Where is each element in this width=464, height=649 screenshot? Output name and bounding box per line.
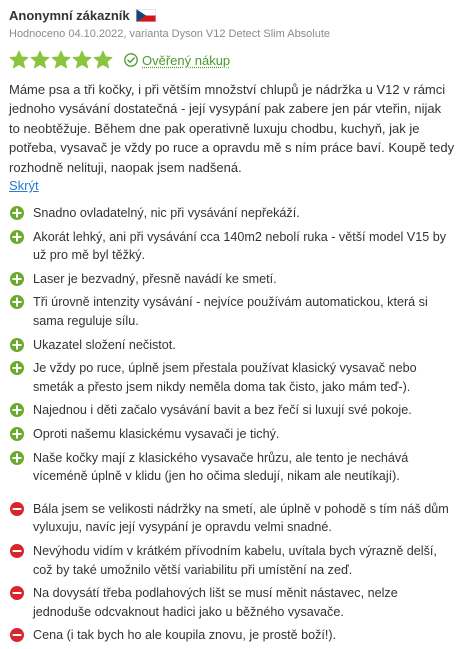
plus-icon: [10, 361, 24, 375]
star-icon: [9, 50, 29, 70]
minus-icon: [10, 586, 24, 600]
pro-item: [9, 449, 455, 486]
verified-purchase-badge: [124, 53, 230, 68]
con-item-text: Nevýhodu vidím v krátkém přívodním kabelu, uvítala bych výrazně delší, což by také umožnilo větší variabilitu při umístění na zeď.: [33, 543, 437, 577]
plus-icon: [10, 403, 24, 417]
plus-icon: [10, 427, 24, 441]
con-item: [9, 542, 455, 579]
con-item: [9, 584, 455, 621]
minus-icon: [10, 628, 24, 642]
con-item-text: Cena (i tak bych ho ale koupila znovu, je prostě boží!).: [33, 628, 337, 643]
rating-row: [9, 47, 455, 73]
star-icon: [30, 50, 50, 70]
pro-item-text: Laser je bezvadný, přesně navádí ke smetí.: [33, 271, 277, 286]
star-icon: [72, 50, 92, 70]
pro-item-text: Akorát lehký, ani při vysávání cca 140m2 nebolí ruka - větší model V15 by už pro mě byl těžký.: [33, 229, 446, 263]
pros-list: [9, 204, 455, 486]
review-header: [9, 6, 455, 24]
pro-item: [9, 204, 455, 223]
plus-icon: [10, 295, 24, 309]
cons-list: [9, 500, 455, 645]
con-item-text: Bála jsem se velikosti nádržky na smetí, ale úplně v pohodě s tím náš dům vyluxuju, navíc její vysypání je opravdu velmi snadné.: [33, 501, 449, 535]
plus-icon: [10, 451, 24, 465]
pro-item-text: Oproti našemu klasickému vysavači je tichý.: [33, 426, 280, 441]
star-icon: [51, 50, 71, 70]
plus-icon: [10, 272, 24, 286]
verified-check-icon: [124, 53, 138, 67]
pro-item-text: Naše kočky mají z klasického vysavače hrůzu, ale tento je nechává víceméně úplně v klidu (jen ho očima sledují, nikam ale neutíkají).: [33, 450, 409, 484]
pro-item-text: Snadno ovladatelný, nic při vysávání nepřekáží.: [33, 206, 300, 221]
pro-item-text: Najednou i děti začalo vysávání bavit a bez řečí si luxují své pokoje.: [33, 403, 412, 418]
hide-review-link[interactable]: Skrýt: [9, 178, 39, 194]
plus-icon: [10, 338, 24, 352]
star-icon: [93, 50, 113, 70]
pro-item: [9, 336, 455, 355]
verified-purchase-label: Ověřený nákup: [142, 52, 231, 68]
plus-icon: [10, 230, 24, 244]
pro-item-text: Je vždy po ruce, úplně jsem přestala používat klasický vysavač nebo smeták a přesto jsem nikdy neměla doma tak čisto, jako mám teď-).: [33, 361, 417, 394]
czech-flag-icon: [136, 9, 156, 22]
pro-item: [9, 293, 455, 330]
pro-item: [9, 228, 455, 265]
pro-item-text: Ukazatel složení nečistot.: [33, 337, 176, 352]
con-item: [9, 626, 455, 645]
pro-item-text: Tři úrovně intenzity vysávání - nejvíce používám automatickou, která si sama reguluje sílu.: [33, 295, 428, 328]
con-item-text: Na dovysátí třeba podlahových lišt se musí měnit nástavec, nelze jednoduše odcvaknout hadici jako u běžného vysavače.: [33, 586, 398, 619]
con-item: [9, 500, 455, 537]
pro-item: [9, 401, 455, 420]
pro-item: [9, 270, 455, 289]
plus-icon: [10, 206, 24, 220]
minus-icon: [10, 502, 24, 516]
review-author: Anonymní zákazník: [9, 7, 130, 23]
star-rating: [9, 50, 113, 70]
review-meta: Hodnoceno 04.10.2022, varianta Dyson V12 Detect Slim Absolute: [9, 28, 331, 40]
review-text: Máme psa a tři kočky, i při větším množství chlupů je nádržka u V12 v rámci jednoho vysávání dostatečná - její vysypání pak zabere jen pár vteřin, nijak to neobtěžuje. Během dne pak operativně luxuju chodbu, kuchyň, jak je potřeba, vysavač je vždy po ruce a opravdu mě s ním práce baví. Koupě tedy rozhodně nelituji, naopak jsem nadšená.: [9, 82, 455, 175]
minus-icon: [10, 544, 24, 558]
pro-item: [9, 359, 455, 396]
pro-item: [9, 425, 455, 444]
